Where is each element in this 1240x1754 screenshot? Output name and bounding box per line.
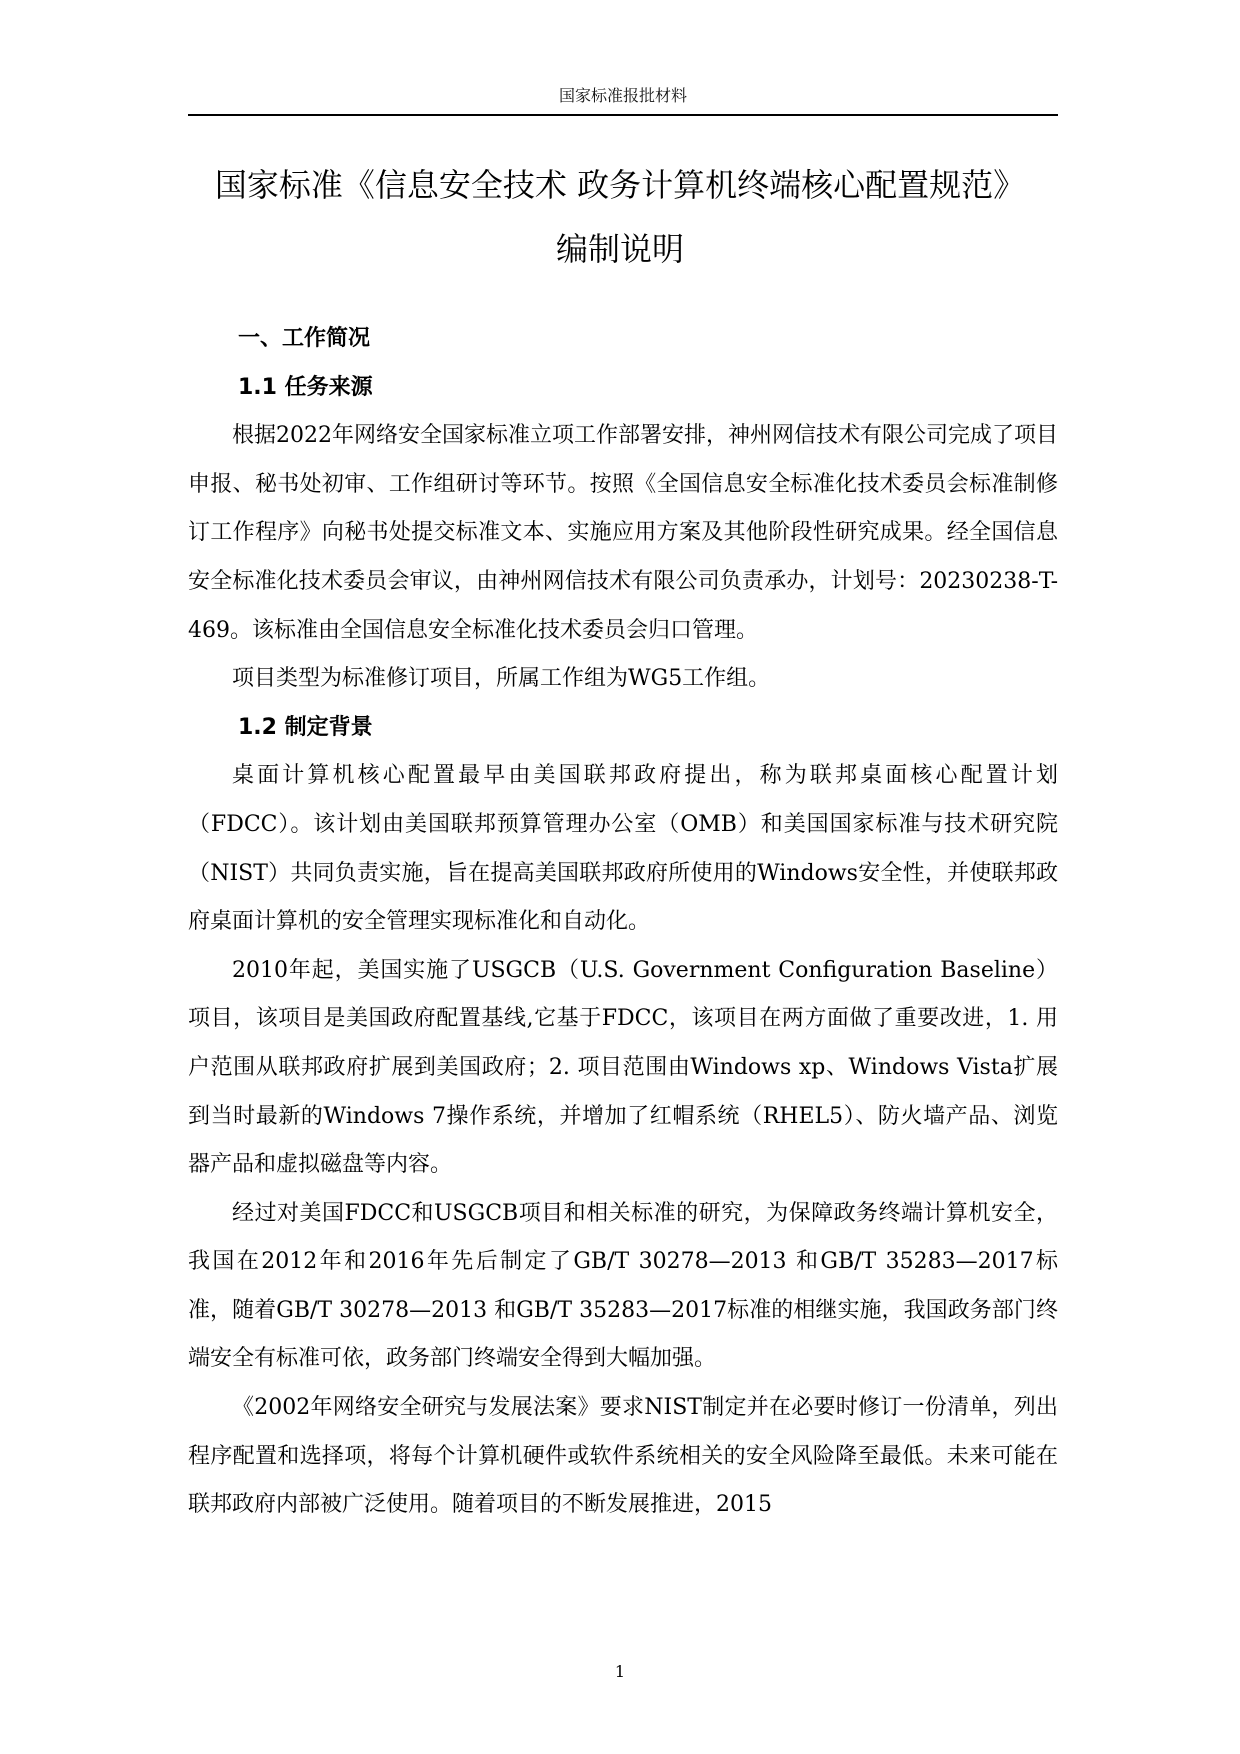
paragraph: 项目类型为标准修订项目，所属工作组为WG5工作组。 [232,666,771,692]
paragraph: 经过对美国FDCC和USGCB项目和相关标准的研究，为保障政务终端计算机安全，我国在2012年和2016年先后制定了GB/T 30278—2013 和GB/T 35283—2017标准，随着GB/T 30278—2013 和GB/T 35283—2017标准的相继实施，我国政务部门终端安全有标准可依，政务部门终端安全得到大幅加强。 [188,1200,1058,1372]
paragraph: 《2002年网络安全研究与发展法案》要求NIST制定并在必要时修订一份清单，列出程序配置和选择项，将每个计算机硬件或软件系统相关的安全风险降至最低。未来可能在联邦政府内部被广泛使用。随着项目的不断发展推进，2015 [188,1395,1058,1518]
section-heading-1-2: 1.2 制定背景 [238,714,373,740]
document-body [188,315,1058,1530]
page-number: 1 [614,1662,626,1681]
paragraph: 2010年起，美国实施了USGCB（U.S. Government Configuration Baseline）项目，该项目是美国政府配置基线,它基于FDCC，该项目在两方面做了重要改进，1. 用户范围从联邦政府扩展到美国政府；2. 项目范围由Windows xp、Windows Vista扩展到当时最新的Windows 7操作系统，并增加了红帽系统（RHEL5）、防火墙产品、浏览器产品和虚拟磁盘等内容。 [188,957,1058,1178]
document-subtitle: 编制说明 [555,230,684,268]
header-divider [188,114,1058,116]
paragraph: 根据2022年网络安全国家标准立项工作部署安排，神州网信技术有限公司完成了项目申报、秘书处初审、工作组研讨等环节。按照《全国信息安全标准化技术委员会标准制修订工作程序》向秘书处提交标准文本、实施应用方案及其他阶段性研究成果。经全国信息安全标准化技术委员会审议，由神州网信技术有限公司负责承办，计划号：20230238-T-469。该标准由全国信息安全标准化技术委员会归口管理。 [188,423,1058,643]
section-heading-1-1: 1.1 任务来源 [238,374,373,400]
paragraph: 桌面计算机核心配置最早由美国联邦政府提出，称为联邦桌面核心配置计划（FDCC）。该计划由美国联邦预算管理办公室（OMB）和美国国家标准与技术研究院（NIST）共同负责实施，旨在提高美国联邦政府所使用的Windows安全性，并使联邦政府桌面计算机的安全管理实现标准化和自动化。 [188,763,1058,935]
section-heading-1: 一、工作简况 [238,326,371,351]
document-title: 国家标准《信息安全技术 政务计算机终端核心配置规范》 [214,166,1026,204]
running-header: 国家标准报批材料 [558,86,687,105]
